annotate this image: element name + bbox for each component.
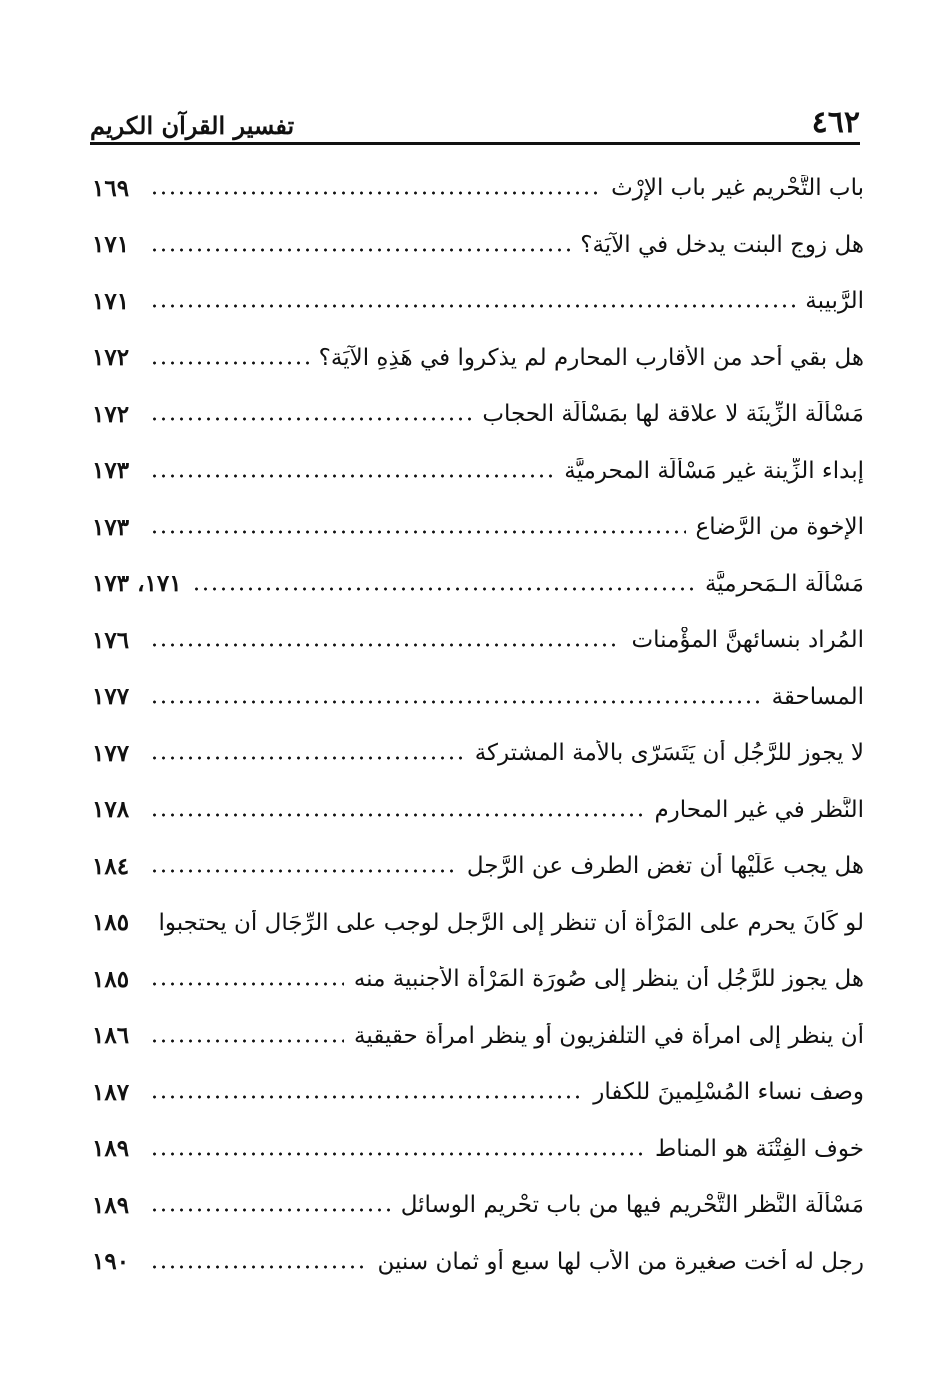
entry-page: ١٧٧ (92, 739, 130, 767)
running-title: تفسير القرآن الكريم (90, 111, 295, 140)
toc-entry (92, 838, 864, 895)
dot-leader (150, 756, 465, 760)
entry-page: ١٧٨ (92, 796, 130, 824)
entry-title: النَّظر في غير المحارِم (654, 796, 864, 823)
toc-entry (92, 386, 864, 443)
toc-entry (92, 499, 864, 556)
dot-leader (150, 643, 621, 647)
entry-title: إبداء الزِّينة غير مَسْأَلَة المحرميَّة (564, 457, 864, 484)
dot-leader (150, 530, 686, 534)
entry-page: ١٧٦ (92, 626, 130, 654)
entry-page: ١٨٧ (92, 1078, 130, 1106)
dot-leader (150, 869, 457, 873)
entry-title: لو كَانَ يحرم على المَرْأَة أن تنظر إلى الرَّجل لوجب على الرِّجَال أن يحتجبوا (158, 909, 864, 936)
entry-title: هل يجب عَلَيْها أن تغض الطرف عن الرَّجل (466, 853, 864, 880)
dot-leader (150, 417, 472, 421)
entry-title: الإخوة من الرَّضاع (695, 514, 864, 541)
entry-title: المُراد بنسائهنَّ المؤْمنات (631, 627, 864, 654)
dot-leader (150, 1265, 367, 1269)
entry-page: ١٧١، ١٧٣ (92, 570, 182, 598)
dot-leader (150, 813, 644, 817)
toc-entry (92, 160, 864, 217)
entry-page: ١٧٢ (92, 344, 130, 372)
entry-title: أن ينظر إلى امرأة في التلفزيون أو ينظر امرأة حقيقية (354, 1022, 864, 1049)
entry-title: خوف الفِتْنَة هو المناط (654, 1135, 864, 1162)
entry-page: ١٧٧ (92, 683, 130, 711)
entry-page: ١٨٩ (92, 1135, 130, 1163)
entry-page: ١٩٠ (92, 1248, 130, 1276)
entry-page: ١٨٥ (92, 909, 130, 937)
dot-leader (150, 982, 344, 986)
entry-title: هل بقي أحد من الأقارب المحارِم لم يذكروا في هَذِهِ الآيَة؟ (318, 344, 864, 371)
dot-leader (150, 361, 309, 365)
toc-entry (92, 612, 864, 669)
entry-title: هل زوج البنت يدخل في الآيَة؟ (580, 231, 864, 258)
entry-page: ١٧١ (92, 231, 130, 259)
entry-title: مَسْأَلَة الزِّينَة لا علاقة لها بمَسْأَلَة الحجاب (482, 401, 864, 428)
toc-entry (92, 1177, 864, 1234)
entry-page: ١٨٦ (92, 1022, 130, 1050)
entry-page: ١٧١ (92, 287, 130, 315)
toc-entry (92, 1064, 864, 1121)
entry-title: هل يجوز للرَّجُلِ أن ينظر إلى صُورَة المَرْأَة الأجنبية منه (353, 966, 864, 993)
entry-page: ١٧٢ (92, 400, 130, 428)
dot-leader (150, 1208, 391, 1212)
entry-page: ١٧٣ (92, 513, 130, 541)
entry-title: مَسْأَلَة الـمَحرميَّة (704, 570, 864, 597)
entry-title: المساحقة (771, 683, 864, 710)
dot-leader (150, 1039, 344, 1043)
toc-entry (92, 951, 864, 1008)
toc-entry (92, 443, 864, 500)
page-header (90, 94, 860, 145)
toc-entry (92, 1121, 864, 1178)
entry-page: ١٨٥ (92, 965, 130, 993)
toc-entry (92, 273, 864, 330)
entry-title: الرَّبيبة (805, 288, 864, 315)
dot-leader (150, 474, 554, 478)
entry-title: لا يجوز للرَّجُلِ أن يَتَسَرّى بالأمة المشتركة (474, 740, 864, 767)
dot-leader (150, 191, 601, 195)
toc-entry (92, 330, 864, 387)
entry-page: ١٨٩ (92, 1191, 130, 1219)
entry-page: ١٧٣ (92, 457, 130, 485)
entry-title: رجل له أخت صغيرة من الأَب لها سبع أو ثمان سنين (377, 1248, 864, 1275)
dot-leader (150, 1095, 583, 1099)
toc-entry (92, 556, 864, 613)
toc-entry (92, 725, 864, 782)
dot-leader (150, 248, 570, 252)
toc-entry (92, 895, 864, 952)
dot-leader (150, 700, 762, 704)
entry-page: ١٦٩ (92, 174, 130, 202)
entry-title: مَسْأَلَة النَّظر التَّحْرِيم فيها من باب تحْرِيم الوسائل (400, 1192, 864, 1219)
toc-entry (92, 1234, 864, 1291)
toc-entry (92, 217, 864, 274)
table-of-contents (92, 160, 864, 1290)
dot-leader (150, 1152, 645, 1156)
toc-entry (92, 1008, 864, 1065)
page-number: ٤٦٢ (811, 105, 860, 140)
toc-entry (92, 669, 864, 726)
dot-leader (150, 304, 795, 308)
entry-page: ١٨٤ (92, 852, 130, 880)
entry-title: باب التَّحْرِيم غير باب الإرْث (611, 175, 864, 202)
entry-title: وصف نساء المُسْلِمينَ للكفار (593, 1079, 864, 1106)
toc-entry (92, 782, 864, 839)
dot-leader (192, 587, 695, 591)
